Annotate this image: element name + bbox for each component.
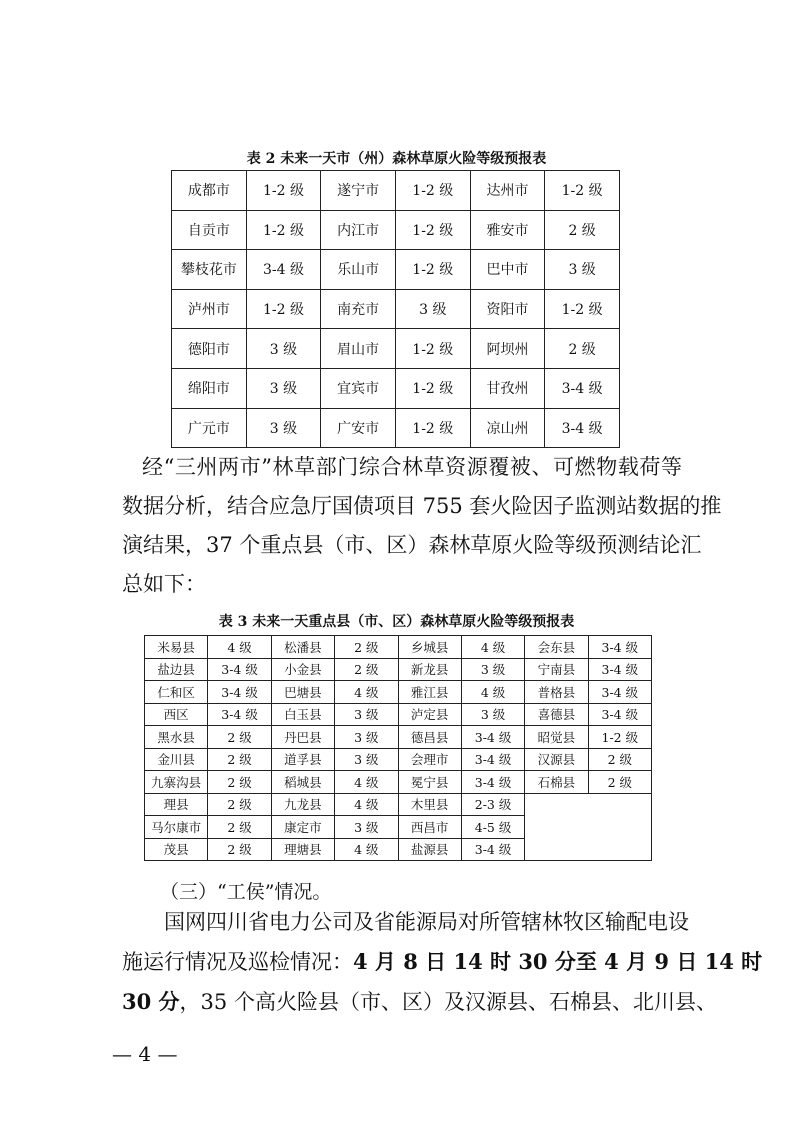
region-name-cell: 金川县 [145,748,208,771]
risk-level-cell: 1-2 级 [545,289,620,329]
region-name-cell: 广元市 [172,408,247,448]
paragraph-bold-text: 30 分 [122,989,180,1014]
risk-level-cell: 1-2 级 [395,210,470,250]
table-row [145,681,652,704]
region-name-cell: 宜宾市 [321,368,396,408]
region-name-cell: 道孚县 [271,748,334,771]
region-name-cell: 茂县 [145,838,208,861]
region-name-cell: 九寨沟县 [145,771,208,794]
region-name-cell: 普格县 [525,681,588,704]
region-name-cell: 内江市 [321,210,396,250]
table-row [172,289,620,329]
risk-level-cell: 3-4 级 [545,408,620,448]
region-name-cell: 眉山市 [321,329,396,369]
region-name-cell: 雅江县 [398,681,461,704]
region-name-cell: 喜德县 [525,703,588,726]
region-name-cell: 德昌县 [398,726,461,749]
region-name-cell: 白玉县 [271,703,334,726]
risk-level-cell: 4 级 [335,681,398,704]
risk-level-cell: 3-4 级 [208,703,271,726]
risk-level-cell: 3 级 [335,726,398,749]
risk-level-cell: 2 级 [208,816,271,839]
risk-level-cell: 3 级 [246,408,321,448]
region-name-cell: 自贡市 [172,210,247,250]
risk-level-cell: 1-2 级 [246,210,321,250]
region-name-cell: 昭觉县 [525,726,588,749]
region-name-cell: 九龙县 [271,793,334,816]
table-row [145,726,652,749]
region-name-cell: 理塘县 [271,838,334,861]
table-row [145,771,652,794]
risk-level-cell: 2 级 [588,748,651,771]
region-name-cell: 汉源县 [525,748,588,771]
risk-level-cell: 2 级 [545,210,620,250]
risk-level-cell: 2 级 [335,658,398,681]
risk-level-cell: 4 级 [335,771,398,794]
risk-level-cell: 1-2 级 [588,726,651,749]
risk-level-cell: 3-4 级 [246,250,321,290]
region-name-cell: 新龙县 [398,658,461,681]
region-name-cell: 仁和区 [145,681,208,704]
risk-level-cell: 1-2 级 [395,368,470,408]
paragraph-line: 数据分析，结合应急厅国债项目 755 套火险因子监测站数据的推 [122,494,722,518]
risk-level-cell: 4 级 [335,793,398,816]
table-row [172,171,620,211]
region-name-cell: 木里县 [398,793,461,816]
region-name-cell: 泸州市 [172,289,247,329]
risk-level-cell: 2 级 [545,329,620,369]
risk-level-cell: 2 级 [208,838,271,861]
risk-level-cell: 3-4 级 [208,681,271,704]
region-name-cell: 黑水县 [145,726,208,749]
table-row [172,408,620,448]
region-name-cell: 理县 [145,793,208,816]
region-name-cell: 西区 [145,703,208,726]
risk-level-cell: 3 级 [461,658,524,681]
region-name-cell: 乐山市 [321,250,396,290]
region-name-cell: 泸定县 [398,703,461,726]
risk-level-cell: 3 级 [461,703,524,726]
risk-level-cell: 2 级 [335,636,398,659]
region-name-cell: 会东县 [525,636,588,659]
paragraph-text: 施运行情况及巡检情况： [122,950,353,974]
risk-level-cell: 2 级 [208,771,271,794]
risk-level-cell: 3-4 级 [461,748,524,771]
region-name-cell: 甘孜州 [470,368,545,408]
page-number: — 4 — [112,1042,178,1066]
table-row [172,329,620,369]
risk-level-cell: 3 级 [335,703,398,726]
region-name-cell: 成都市 [172,171,247,211]
paragraph-line: 经“三州两市”林草部门综合林草资源覆被、可燃物载荷等 [142,455,682,479]
region-name-cell: 盐边县 [145,658,208,681]
risk-level-cell: 2-3 级 [461,793,524,816]
risk-level-cell: 3-4 级 [588,681,651,704]
risk-level-cell: 1-2 级 [395,408,470,448]
region-name-cell: 冕宁县 [398,771,461,794]
risk-level-cell: 3 级 [246,329,321,369]
region-name-cell: 阿坝州 [470,329,545,369]
paragraph-line [122,982,717,1022]
region-name-cell: 南充市 [321,289,396,329]
risk-level-cell: 1-2 级 [246,289,321,329]
region-name-cell: 资阳市 [470,289,545,329]
table-row [172,250,620,290]
region-name-cell: 德阳市 [172,329,247,369]
paragraph-bold-text: 4 月 8 日 14 时 30 分至 4 月 9 日 14 时 [353,949,763,974]
table-row [172,368,620,408]
paragraph-line: 国网四川省电力公司及省能源局对所管辖林牧区输配电设 [164,910,689,934]
risk-level-cell: 3-4 级 [588,703,651,726]
risk-level-cell: 3-4 级 [545,368,620,408]
region-name-cell: 康定市 [271,816,334,839]
risk-level-cell: 2 级 [208,726,271,749]
table-row [172,210,620,250]
risk-level-cell: 1-2 级 [545,171,620,211]
table3-body [145,636,652,861]
table-row [145,658,652,681]
risk-level-cell: 1-2 级 [395,329,470,369]
risk-level-cell: 3 级 [395,289,470,329]
region-name-cell: 凉山州 [470,408,545,448]
risk-level-cell: 2 级 [208,748,271,771]
section-heading: （三）“工侯”情况。 [160,881,332,903]
region-name-cell: 松潘县 [271,636,334,659]
region-name-cell: 盐源县 [398,838,461,861]
risk-level-cell: 4 级 [461,636,524,659]
risk-level-cell: 4 级 [208,636,271,659]
risk-level-cell: 1-2 级 [246,171,321,211]
paragraph-line: 演结果，37 个重点县（市、区）森林草原火险等级预测结论汇 [122,533,702,557]
region-name-cell: 马尔康市 [145,816,208,839]
risk-level-cell: 4-5 级 [461,816,524,839]
region-name-cell: 石棉县 [525,771,588,794]
risk-level-cell: 3-4 级 [588,636,651,659]
paragraph-power-grid [122,903,763,1022]
table2-body [172,171,620,448]
region-name-cell: 稻城县 [271,771,334,794]
risk-level-cell: 3-4 级 [461,838,524,861]
risk-level-cell: 1-2 级 [395,171,470,211]
paragraph-line [122,942,763,982]
city-fire-risk-table [171,170,620,448]
risk-level-cell: 2 级 [208,793,271,816]
region-name-cell: 巴塘县 [271,681,334,704]
risk-level-cell: 1-2 级 [395,250,470,290]
table2-caption: 表 2 未来一天市（州）森林草原火险等级预报表 [246,151,547,167]
region-name-cell: 攀枝花市 [172,250,247,290]
paragraph-analysis [122,448,722,604]
risk-level-cell: 4 级 [461,681,524,704]
risk-level-cell: 3-4 级 [461,726,524,749]
region-name-cell: 广安市 [321,408,396,448]
table-row [145,703,652,726]
empty-cell [525,793,652,861]
region-name-cell: 雅安市 [470,210,545,250]
region-name-cell: 西昌市 [398,816,461,839]
table-row [145,748,652,771]
risk-level-cell: 3-4 级 [588,658,651,681]
risk-level-cell: 3 级 [246,368,321,408]
table-row [145,636,652,659]
region-name-cell: 会理市 [398,748,461,771]
paragraph-text: ，35 个高火险县（市、区）及汉源县、石棉县、北川县、 [179,990,717,1014]
region-name-cell: 丹巴县 [271,726,334,749]
region-name-cell: 遂宁市 [321,171,396,211]
risk-level-cell: 3 级 [335,748,398,771]
risk-level-cell: 3-4 级 [208,658,271,681]
county-fire-risk-table [144,635,652,861]
region-name-cell: 乡城县 [398,636,461,659]
paragraph-line: 总如下： [122,572,206,596]
table-row [145,793,652,816]
region-name-cell: 巴中市 [470,250,545,290]
risk-level-cell: 3 级 [335,816,398,839]
region-name-cell: 小金县 [271,658,334,681]
region-name-cell: 达州市 [470,171,545,211]
risk-level-cell: 4 级 [335,838,398,861]
risk-level-cell: 2 级 [588,771,651,794]
region-name-cell: 米易县 [145,636,208,659]
region-name-cell: 绵阳市 [172,368,247,408]
risk-level-cell: 3-4 级 [461,771,524,794]
risk-level-cell: 3 级 [545,250,620,290]
region-name-cell: 宁南县 [525,658,588,681]
table3-caption: 表 3 未来一天重点县（市、区）森林草原火险等级预报表 [218,614,575,630]
